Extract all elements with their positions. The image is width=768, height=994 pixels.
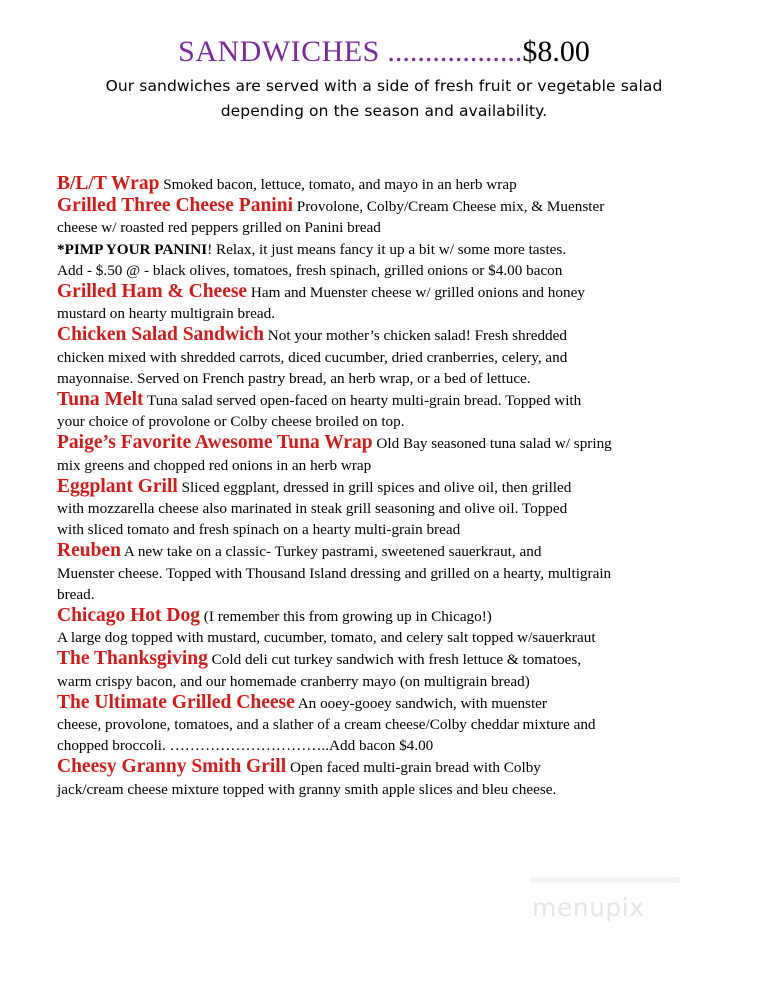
title-dots: .................. — [379, 35, 523, 68]
subtitle-line: depending on the season and availability. — [220, 102, 548, 120]
note-text: ! Relax, it just means fancy it up a bit w/ some more tastes. — [207, 240, 567, 258]
item-description: Sliced eggplant, dressed in grill spices and olive oil, then grilled — [177, 478, 572, 496]
menu-item — [57, 540, 707, 605]
item-description: cheese w/ roasted red peppers grilled on Panini bread — [57, 219, 381, 237]
item-description: Muenster cheese. Topped with Thousand Island dressing and grilled on a hearty, multigrain — [57, 564, 612, 582]
item-description: (I remember this from growing up in Chicago!) — [200, 608, 492, 626]
title-text: SANDWICHES — [178, 35, 380, 68]
section-title — [0, 34, 768, 70]
item-name: Tuna Melt — [57, 389, 144, 411]
menu-item — [57, 281, 707, 324]
note-bold: *PIMP YOUR PANINI — [57, 240, 208, 258]
menu-item — [57, 195, 707, 238]
addon-line: Add - $.50 @ - black olives, tomatoes, fresh spinach, grilled onions or $4.00 bacon — [57, 261, 563, 279]
subtitle — [0, 74, 768, 124]
item-name: Cheesy Granny Smith Grill — [57, 756, 287, 778]
item-description: Smoked bacon, lettuce, tomato, and mayo in an herb wrap — [159, 176, 517, 193]
menu-item — [57, 432, 707, 475]
menu-list — [57, 173, 707, 800]
item-description: with sliced tomato and fresh spinach on a hearty multi-grain bread — [57, 521, 461, 539]
item-description: Old Bay seasoned tuna salad w/ spring — [372, 435, 612, 453]
item-description: warm crispy bacon, and our homemade cranberry mayo (on multigrain bread) — [57, 672, 530, 690]
item-description: your choice of provolone or Colby cheese broiled on top. — [57, 413, 405, 431]
watermark-bar — [530, 877, 680, 883]
item-description: cheese, provolone, tomatoes, and a slather of a cream cheese/Colby cheddar mixture and — [57, 716, 596, 734]
item-name: Grilled Three Cheese Panini — [57, 195, 293, 217]
item-description: chicken mixed with shredded carrots, diced cucumber, dried cranberries, celery, and — [57, 348, 568, 366]
item-description: Open faced multi-grain bread with Colby — [286, 759, 541, 777]
item-description: Cold deli cut turkey sandwich with fresh lettuce & tomatoes, — [207, 651, 582, 669]
item-name: Paige’s Favorite Awesome Tuna Wrap — [57, 432, 373, 454]
item-description: bread. — [57, 585, 95, 603]
item-description: mayonnaise. Served on French pastry bread, an herb wrap, or a bed of lettuce. — [57, 369, 531, 387]
item-description: mix greens and chopped red onions in an herb wrap — [57, 456, 372, 474]
item-name: Chicken Salad Sandwich — [57, 324, 264, 346]
item-name: The Thanksgiving — [57, 648, 208, 670]
menu-item — [57, 605, 707, 648]
item-name: Eggplant Grill — [57, 475, 178, 497]
menu-item — [57, 476, 707, 541]
item-description: Tuna salad served open-faced on hearty multi-grain bread. Topped with — [143, 392, 582, 410]
menu-item — [57, 173, 707, 195]
item-description: A new take on a classic- Turkey pastrami, sweetened sauerkraut, and — [120, 543, 542, 561]
item-name: B/L/T Wrap — [57, 173, 160, 194]
menu-note — [57, 239, 707, 281]
item-name: Grilled Ham & Cheese — [57, 281, 248, 303]
menu-item — [57, 324, 707, 389]
item-description: Provolone, Colby/Cream Cheese mix, & Muenster — [292, 198, 605, 216]
item-name: Reuben — [57, 540, 121, 562]
menu-item — [57, 389, 707, 432]
item-description: chopped broccoli. …………………………..Add bacon $4.00 — [57, 737, 434, 755]
item-description: jack/cream cheese mixture topped with granny smith apple slices and bleu cheese. — [57, 780, 557, 798]
item-description: Ham and Muenster cheese w/ grilled onions and honey — [247, 284, 585, 302]
item-description: An ooey-gooey sandwich, with muenster — [294, 694, 547, 712]
item-name: The Ultimate Grilled Cheese — [57, 691, 295, 713]
price: $8.00 — [522, 35, 590, 68]
menu-item — [57, 756, 707, 799]
item-description: with mozzarella cheese also marinated in steak grill seasoning and olive oil. Topped — [57, 500, 568, 518]
menu-header — [0, 34, 768, 124]
item-description: Not your mother’s chicken salad! Fresh shredded — [264, 327, 567, 345]
menu-item — [57, 648, 707, 691]
watermark-logo: menupix — [532, 893, 645, 922]
menu-item — [57, 692, 707, 757]
item-name: Chicago Hot Dog — [57, 605, 200, 627]
item-description: mustard on hearty multigrain bread. — [57, 305, 276, 323]
item-description: A large dog topped with mustard, cucumber, tomato, and celery salt topped w/sauerkraut — [57, 629, 596, 647]
subtitle-line: Our sandwiches are served with a side of fresh fruit or vegetable salad — [105, 77, 663, 95]
